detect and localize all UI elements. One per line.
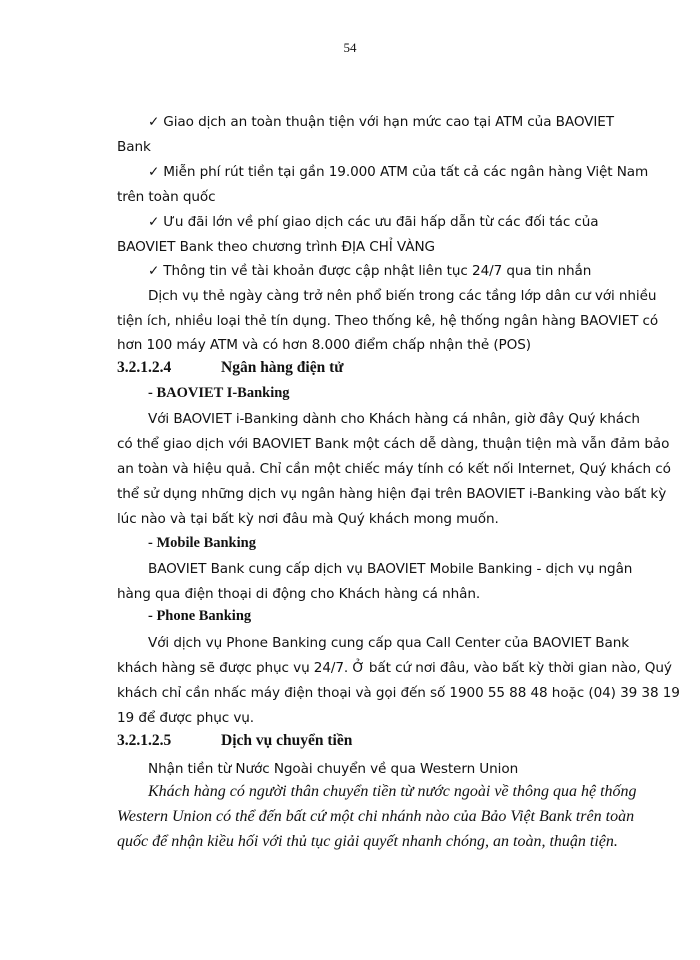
ibanking-line: thể sử dụng những dịch vụ ngân hàng hiện đại trên BAOVIET i-Banking vào bất kỳ (117, 486, 667, 502)
transfer-italic-line: Western Union có thể đến bất cứ một chi nhánh nào của Bảo Việt Bank trên toàn (117, 808, 635, 825)
bullet-atm-limit-cont: Bank (117, 139, 151, 155)
bullet-free-withdrawal: ✓ Miễn phí rút tiền tại gần 19.000 ATM của tất cả các ngân hàng Việt Nam (148, 164, 649, 180)
checkmark-icon: ✓ (148, 164, 160, 180)
mobile-line: BAOVIET Bank cung cấp dịch vụ BAOVIET Mobile Banking - dịch vụ ngân (148, 561, 633, 577)
subheading-ibanking: - BAOVIET I-Banking (148, 385, 290, 401)
bullet-free-withdrawal-cont: trên toàn quốc (117, 189, 216, 205)
ibanking-line: Với BAOVIET i-Banking dành cho Khách hàng cá nhân, giờ đây Quý khách (148, 411, 640, 427)
phone-line: 19 để được phục vụ. (117, 710, 255, 726)
checkmark-icon: ✓ (148, 263, 160, 279)
bullet-sms-updates: ✓ Thông tin về tài khoản được cập nhật liên tục 24/7 qua tin nhắn (148, 263, 592, 279)
ibanking-line: lúc nào và tại bất kỳ nơi đâu mà Quý khách mong muốn. (117, 511, 499, 527)
bullet-partner-offers: ✓ Ưu đãi lớn về phí giao dịch các ưu đãi hấp dẫn từ các đối tác của (148, 214, 599, 230)
checkmark-icon: ✓ (148, 214, 160, 230)
mobile-line: hàng qua điện thoại di động cho Khách hàng cá nhân. (117, 586, 481, 602)
transfer-italic-line: quốc để nhận kiều hối với thủ tục giải quyết nhanh chóng, an toàn, thuận tiện. (117, 833, 618, 850)
card-paragraph-line: tiện ích, nhiều loại thẻ tín dụng. Theo thống kê, hệ thống ngân hàng BAOVIET có (117, 313, 659, 329)
ibanking-line: an toàn và hiệu quả. Chỉ cần một chiếc máy tính có kết nối Internet, Quý khách có (117, 461, 671, 477)
bullet-partner-offers-cont: BAOVIET Bank theo chương trình ĐỊA CHỈ VÀNG (117, 239, 435, 255)
section-heading-transfer: 3.2.1.2.5 Dịch vụ chuyển tiền (117, 732, 353, 749)
subheading-mobile-banking: - Mobile Banking (148, 535, 256, 551)
phone-line: Với dịch vụ Phone Banking cung cấp qua Call Center của BAOVIET Bank (148, 635, 630, 651)
card-paragraph-line: Dịch vụ thẻ ngày càng trở nên phổ biến trong các tầng lớp dân cư với nhiều (148, 288, 657, 304)
phone-line: khách hàng sẽ được phục vụ 24/7. Ở bất cứ nơi đâu, vào bất kỳ thời gian nào, Quý (117, 660, 672, 676)
section-heading-ebanking: 3.2.1.2.4 Ngân hàng điện tử (117, 359, 344, 376)
transfer-line: Nhận tiền từ Nước Ngoài chuyển về qua Western Union (148, 761, 519, 777)
subheading-phone-banking: - Phone Banking (148, 608, 252, 624)
transfer-italic-line: Khách hàng có người thân chuyển tiền từ nước ngoài về thông qua hệ thống (148, 783, 637, 800)
bullet-atm-limit: ✓ Giao dịch an toàn thuận tiện với hạn mức cao tại ATM của BAOVIET (148, 114, 614, 130)
card-paragraph-line: hơn 100 máy ATM và có hơn 8.000 điểm chấp nhận thẻ (POS) (117, 337, 531, 353)
page-number: 54 (343, 40, 357, 55)
phone-line: khách chỉ cần nhấc máy điện thoại và gọi đến số 1900 55 88 48 hoặc (04) 39 38 19 (117, 685, 680, 701)
checkmark-icon: ✓ (148, 114, 160, 130)
ibanking-line: có thể giao dịch với BAOVIET Bank một cách dễ dàng, thuận tiện mà vẫn đảm bảo (117, 436, 670, 452)
